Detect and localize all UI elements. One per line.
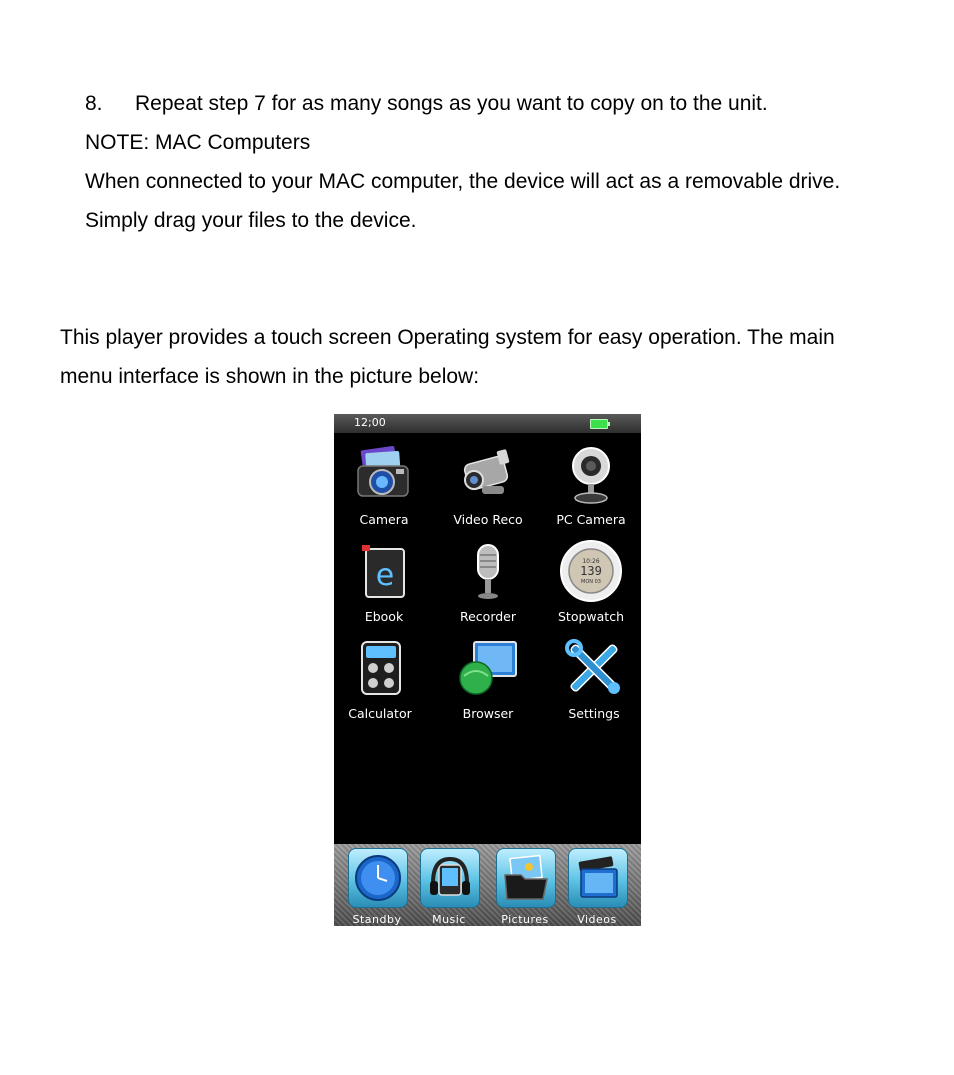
calculator-icon [348, 636, 412, 700]
app-label: Ebook [364, 609, 404, 624]
stopwatch-icon [559, 539, 623, 603]
app-label: Video Reco [453, 512, 523, 527]
app-label: Settings [568, 706, 620, 721]
app-settings[interactable] [544, 636, 641, 728]
step-text: Repeat step 7 for as many songs as you want to copy on to the unit. [135, 92, 768, 115]
app-ebook[interactable] [334, 539, 434, 631]
app-label: Browser [462, 706, 514, 721]
stopwatch-middle: 139 [580, 564, 602, 578]
app-browser[interactable] [438, 636, 538, 728]
webcam-icon [559, 442, 623, 506]
dock-item-standby[interactable] [346, 848, 408, 926]
svg-text:e: e [375, 558, 395, 593]
app-stopwatch[interactable] [541, 539, 641, 631]
app-label: PC Camera [556, 512, 626, 527]
microphone-icon [456, 539, 520, 603]
note-body-line-1: When connected to your MAC computer, the device will act as a removable drive. [85, 170, 841, 193]
video-camera-icon [456, 442, 520, 506]
pictures-folder-icon [501, 853, 551, 903]
status-bar [334, 414, 641, 433]
dock-tile [568, 848, 628, 908]
intro-line-1: This player provides a touch screen Operating system for easy operation. The main [60, 326, 835, 349]
battery-icon [590, 419, 608, 429]
app-label: Recorder [459, 609, 517, 624]
globe-icon [456, 636, 520, 700]
device-main-menu-screenshot [334, 414, 641, 926]
step-number: 8. [85, 92, 103, 115]
note-title: NOTE: MAC Computers [85, 131, 311, 154]
dock-label: Standby [352, 913, 402, 926]
dock-tile [420, 848, 480, 908]
tools-icon [562, 636, 626, 700]
dock-item-videos[interactable] [566, 848, 628, 926]
ebook-icon [352, 539, 416, 603]
app-calculator[interactable] [334, 636, 430, 728]
note-body-line-2: Simply drag your files to the device. [85, 209, 417, 232]
stopwatch-bottom: MON 03 [581, 579, 601, 585]
clock-icon [353, 853, 403, 903]
app-label: Camera [359, 512, 409, 527]
dock-label: Videos [577, 913, 617, 926]
intro-line-2: menu interface is shown in the picture below: [60, 365, 480, 388]
app-video-reco[interactable] [438, 442, 538, 534]
dock-label: Music [432, 913, 466, 926]
dock-item-music[interactable] [418, 848, 480, 926]
dock [334, 844, 641, 926]
dock-label: Pictures [501, 913, 549, 926]
dock-tile [348, 848, 408, 908]
app-label: Calculator [348, 706, 412, 721]
headphones-icon [425, 853, 475, 903]
app-recorder[interactable] [438, 539, 538, 631]
dock-item-pictures[interactable] [494, 848, 556, 926]
app-camera[interactable] [334, 442, 434, 534]
dock-tile [496, 848, 556, 908]
film-icon [573, 853, 623, 903]
app-pc-camera[interactable] [541, 442, 641, 534]
app-label: Stopwatch [558, 609, 624, 624]
camera-icon [352, 442, 416, 506]
stopwatch-top: 10:26 [582, 558, 600, 565]
status-clock: 12;00 [354, 416, 386, 429]
